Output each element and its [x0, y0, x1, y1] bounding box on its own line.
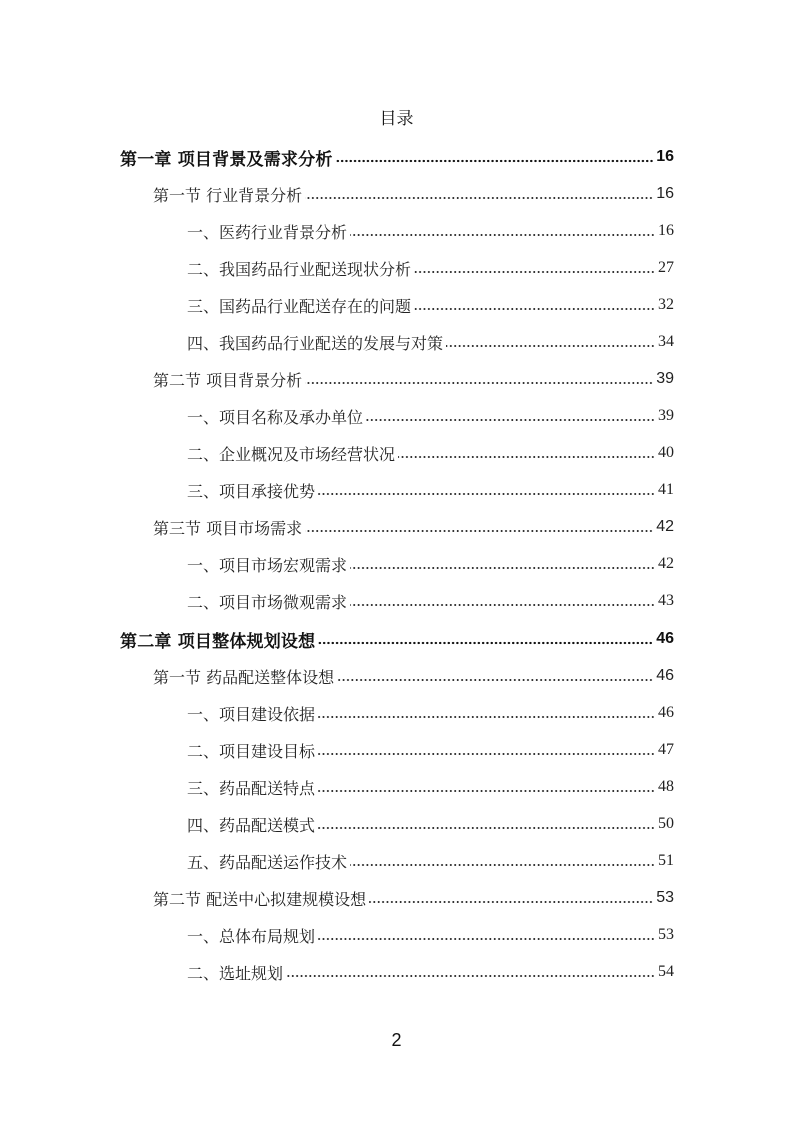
toc-entry-subsection[interactable]: [0, 772, 793, 802]
toc-page-number: 40: [658, 444, 674, 461]
toc-page-number: 16: [656, 185, 674, 202]
toc-entry-text: 三、项目承接优势: [187, 481, 316, 501]
dot-leader: [366, 418, 655, 422]
toc-entry-text: 一、项目名称及承办单位: [187, 407, 364, 427]
dot-leader: [369, 900, 653, 904]
dot-leader: [446, 344, 655, 348]
toc-entry-subsection[interactable]: [0, 327, 793, 357]
toc-entry-subsection[interactable]: [0, 957, 793, 987]
toc-entry-section[interactable]: [0, 512, 793, 542]
dot-leader: [318, 492, 655, 496]
dot-leader: [305, 529, 653, 533]
toc-entry-subsection[interactable]: [0, 475, 793, 505]
toc-entry-text: 一、医药行业背景分析: [187, 222, 348, 242]
toc-entry-text: 三、药品配送特点: [187, 778, 316, 798]
toc-page-number: 53: [656, 889, 674, 906]
toc-entry-chapter[interactable]: [0, 624, 793, 654]
toc-entry-section[interactable]: [0, 661, 793, 691]
toc-page-number: 46: [658, 704, 674, 721]
toc-entry-subsection[interactable]: [0, 846, 793, 876]
toc-entry-subsection[interactable]: [0, 698, 793, 728]
toc-entry-text: 第二节 配送中心拟建规模设想: [153, 889, 367, 909]
toc-page-number: 54: [658, 963, 674, 980]
toc-entry-text: 第二章 项目整体规划设想: [120, 631, 316, 652]
toc-entry-text: 二、企业概况及市场经营状况: [187, 444, 396, 464]
toc-page-number: 16: [658, 222, 674, 239]
toc-entry-text: 二、选址规划: [187, 963, 284, 983]
dot-leader: [414, 307, 655, 311]
toc-page-number: 51: [658, 852, 674, 869]
toc-page-number: 41: [658, 481, 674, 498]
toc-entry-text: 第一章 项目背景及需求分析: [120, 149, 333, 170]
toc-page-number: 46: [656, 630, 674, 647]
toc-entry-subsection[interactable]: [0, 549, 793, 579]
dot-leader: [398, 455, 655, 459]
toc-page-number: 42: [658, 555, 674, 572]
toc-page-number: 32: [658, 296, 674, 313]
toc-entry-subsection[interactable]: [0, 216, 793, 246]
toc-entry-subsection[interactable]: [0, 920, 793, 950]
toc-entry-subsection[interactable]: [0, 438, 793, 468]
dot-leader: [350, 233, 655, 237]
toc-entry-text: 五、药品配送运作技术: [187, 852, 348, 872]
dot-leader: [318, 715, 655, 719]
toc-page-number: 34: [658, 333, 674, 350]
toc-page-number: 42: [656, 518, 674, 535]
toc-page-number: 46: [656, 667, 674, 684]
toc-entry-subsection[interactable]: [0, 735, 793, 765]
toc-entry-chapter[interactable]: [0, 142, 793, 172]
dot-leader: [305, 381, 653, 385]
toc-page-number: 39: [656, 370, 674, 387]
toc-page-number: 39: [658, 407, 674, 424]
toc-entry-subsection[interactable]: [0, 290, 793, 320]
toc-entry-text: 二、项目建设目标: [187, 741, 316, 761]
dot-leader: [350, 603, 655, 607]
toc-page-number: 50: [658, 815, 674, 832]
dot-leader: [337, 678, 653, 682]
toc-entry-subsection[interactable]: [0, 586, 793, 616]
toc-entry-text: 二、我国药品行业配送现状分析: [187, 259, 412, 279]
page-number: 2: [391, 1030, 402, 1050]
toc-entry-text: 四、药品配送模式: [187, 815, 316, 835]
toc-page-number: 47: [658, 741, 674, 758]
toc-page-number: 27: [658, 259, 674, 276]
dot-leader: [318, 752, 655, 756]
toc-entry-text: 一、总体布局规划: [187, 926, 316, 946]
toc-entry-text: 一、项目市场宏观需求: [187, 555, 348, 575]
dot-leader: [350, 863, 655, 867]
toc-entry-section[interactable]: [0, 179, 793, 209]
toc-entry-text: 第三节 项目市场需求: [153, 518, 303, 538]
toc-entry-section[interactable]: [0, 883, 793, 913]
dot-leader: [305, 196, 653, 200]
dot-leader: [318, 937, 655, 941]
toc-page-number: 43: [658, 592, 674, 609]
toc-entry-subsection[interactable]: [0, 253, 793, 283]
toc-entry-text: 第一节 药品配送整体设想: [153, 667, 335, 687]
toc-title: 目录: [379, 109, 414, 129]
toc-entry-text: 一、项目建设依据: [187, 704, 316, 724]
toc-entry-text: 第一节 行业背景分析: [153, 185, 303, 205]
toc-entry-text: 四、我国药品行业配送的发展与对策: [187, 333, 444, 353]
dot-leader: [318, 641, 653, 645]
toc-entry-subsection[interactable]: [0, 809, 793, 839]
toc-entry-text: 第二节 项目背景分析: [153, 370, 303, 390]
dot-leader: [318, 789, 655, 793]
dot-leader: [318, 826, 655, 830]
toc-page-number: 16: [656, 148, 674, 165]
toc-entry-text: 二、项目市场微观需求: [187, 592, 348, 612]
toc-entry-subsection[interactable]: [0, 401, 793, 431]
dot-leader: [336, 159, 654, 163]
toc-entry-section[interactable]: [0, 364, 793, 394]
dot-leader: [414, 270, 655, 274]
dot-leader: [350, 566, 655, 570]
dot-leader: [286, 974, 655, 978]
toc-page-number: 53: [658, 926, 674, 943]
toc-page-number: 48: [658, 778, 674, 795]
toc-entry-text: 三、国药品行业配送存在的问题: [187, 296, 412, 316]
